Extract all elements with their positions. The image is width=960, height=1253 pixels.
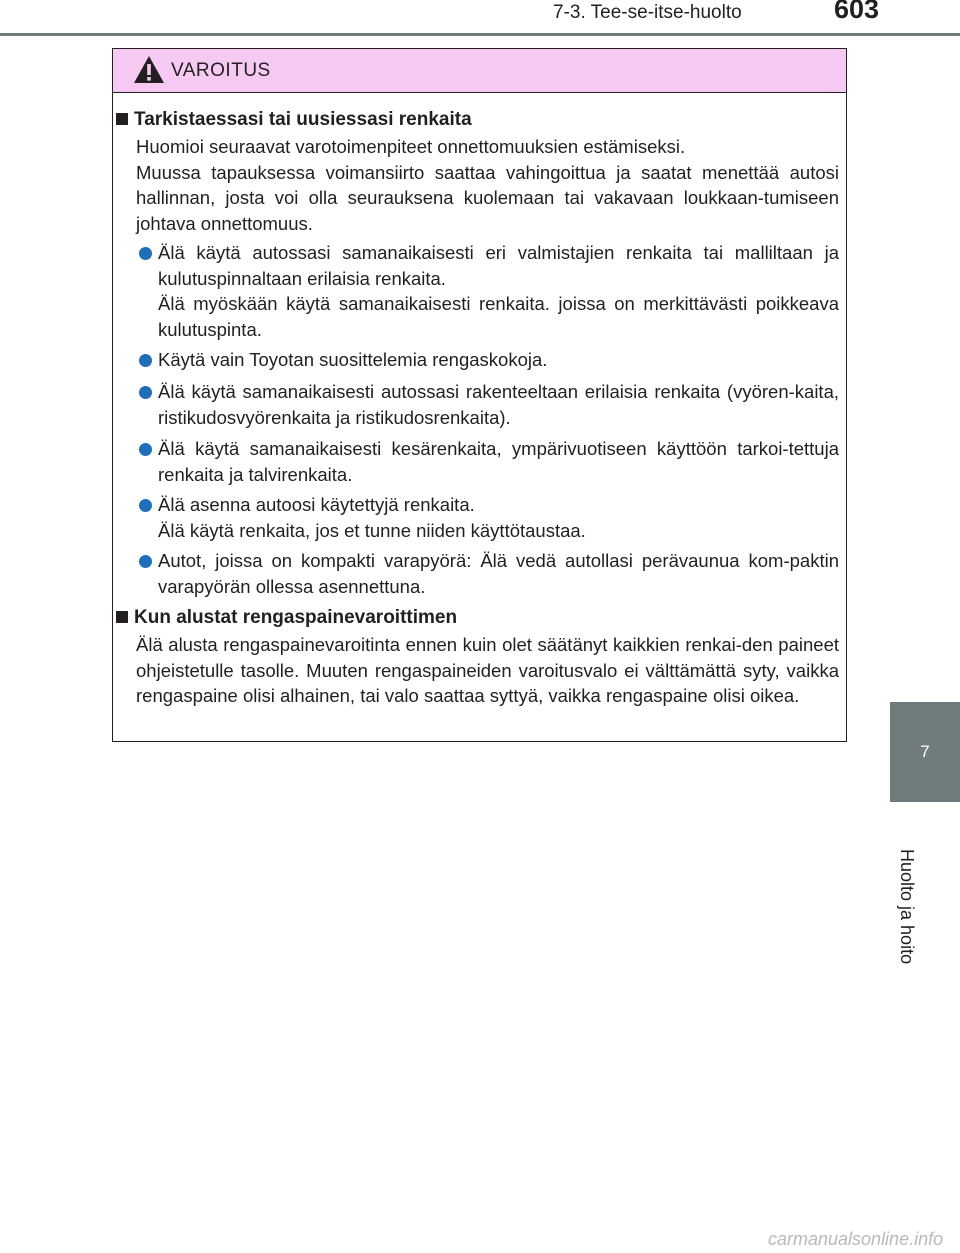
warning-box	[112, 48, 847, 742]
list-item: Autot, joissa on kompakti varapyörä: Älä vedä autollasi perävaunua kom-paktin varapyörän ollessa asennettuna.	[139, 548, 839, 599]
section-heading: Kun alustat rengaspainevaroittimen	[113, 606, 457, 630]
warning-triangle-icon	[133, 55, 165, 84]
bullet-dot-icon	[139, 247, 152, 260]
chapter-title: Huolto ja hoito	[897, 849, 917, 965]
square-bullet-icon	[116, 611, 128, 623]
bullet-dot-icon	[139, 386, 152, 399]
watermark: carmanualsonline.info	[768, 1229, 944, 1249]
section-paragraph: Huomioi seuraavat varotoimenpiteet onnettomuuksien estämiseksi. Muussa tapauksessa voimansiirto saattaa vahingoittua ja saatat menettää autosi hallinnan, josta voi olla seurauksena kuolemaan tai vakavaan loukkaan-tumiseen johtava onnettomuus.	[136, 136, 839, 234]
bullet-dot-icon	[139, 555, 152, 568]
list-item: Älä käytä samanaikaisesti kesärenkaita, ympärivuotiseen käyttöön tarkoi-tettuja renkaita ja talvirenkaita.	[139, 436, 839, 487]
bullet-dot-icon	[139, 443, 152, 456]
list-item: Älä käytä samanaikaisesti autossasi rakenteeltaan erilaisia renkaita (vyören-kaita, ristikudosvyörenkaita ja ristikudosrenkaita).	[139, 379, 839, 430]
list-item: Käytä vain Toyotan suosittelemia rengaskokoja.	[139, 347, 839, 373]
warning-header	[113, 49, 846, 93]
section-paragraph: Älä alusta rengaspainevaroitinta ennen kuin olet säätänyt kaikkien renkai-den paineet ohjeistetulle tasolle. Muuten rengaspaineiden varoitusvalo ei välttämättä syty, vaikka rengaspaine olisi alhainen, tai valo saattaa syttyä, vaikka rengaspaine olisi oikea.	[136, 634, 839, 706]
bullet-dot-icon	[139, 354, 152, 367]
list-item: Älä asenna autoosi käytettyjä renkaita. Älä käytä renkaita, jos et tunne niiden käyttötaustaa.	[139, 492, 839, 543]
chapter-tab: 7	[890, 702, 960, 802]
section-title: 7-3. Tee-se-itse-huolto	[553, 2, 742, 23]
bullet-dot-icon	[139, 499, 152, 512]
list-item: Älä käytä autossasi samanaikaisesti eri valmistajien renkaita tai malliltaan ja kulutuspinnaltaan erilaisia renkaita. Älä myöskään käytä samanaikaisesti renkaita. joissa on merkittävästi poikkeava kulutuspinta.	[139, 240, 839, 342]
square-bullet-icon	[116, 113, 128, 125]
page-number: 603	[834, 0, 880, 24]
header-divider	[0, 33, 960, 36]
section-heading: Tarkistaessasi tai uusiessasi renkaita	[113, 108, 472, 132]
warning-title: VAROITUS	[171, 60, 271, 81]
